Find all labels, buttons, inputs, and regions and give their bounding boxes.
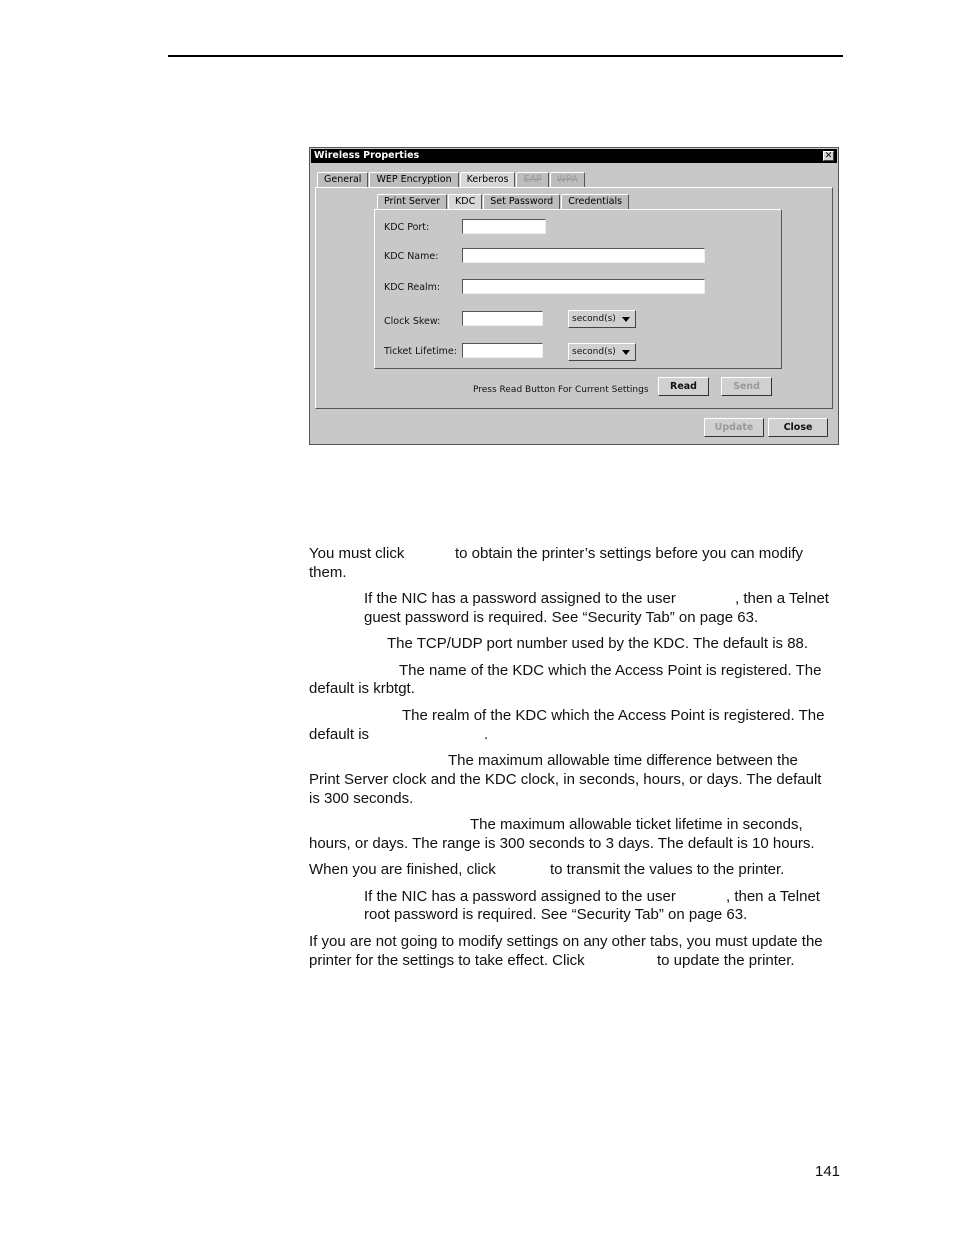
instruction-read-line1b — [455, 544, 803, 563]
tab-print-server[interactable]: Print Server — [377, 194, 447, 209]
kdc-realm-label: KDC Realm: — [384, 282, 441, 293]
header-rule — [168, 55, 843, 57]
clock-skew-unit-select[interactable] — [568, 310, 636, 328]
clock-skew-input[interactable] — [462, 311, 543, 326]
note-guest-line1a: If the NIC has a password assigned to the user — [364, 590, 676, 607]
text-fragment: You must click — [309, 545, 405, 562]
kdc-port-input[interactable] — [462, 219, 546, 234]
page-number: 141 — [815, 1163, 841, 1180]
kdc-realm-description-line2a: default is — [309, 726, 370, 743]
kdc-name-input[interactable] — [462, 248, 705, 263]
kdc-name-label: KDC Name: — [384, 251, 439, 262]
tab-kdc[interactable]: KDC — [448, 194, 482, 209]
sub-tab-row — [377, 194, 630, 209]
tab-wep-encryption[interactable]: WEP Encryption — [369, 172, 458, 187]
kdc-realm-description-line1: The realm of the KDC which the Access Point is registered. The — [402, 707, 825, 724]
dialog-title: Wireless Properties — [314, 150, 420, 161]
kdc-realm-input[interactable] — [462, 279, 705, 294]
kdc-name-description-line2: default is krbtgt. — [309, 680, 415, 697]
tab-kerberos[interactable]: Kerberos — [460, 172, 516, 187]
note-guest-line2: guest password is required. See “Security Tab” on page 63. — [364, 609, 759, 626]
read-button[interactable]: Read — [658, 377, 709, 396]
wireless-properties-dialog — [309, 147, 839, 445]
update-button[interactable]: Update — [704, 418, 764, 437]
note-root-line2: root password is required. See “Security Tab” on page 63. — [364, 906, 748, 923]
chevron-down-icon — [622, 317, 630, 322]
text-fragment: to obtain the printer’s settings before you can modify — [455, 545, 803, 562]
instruction-update-line2a: printer for the settings to take effect. Click — [309, 952, 585, 969]
instruction-read-line2: them. — [309, 564, 347, 581]
instruction-send-a: When you are finished, click — [309, 861, 496, 878]
tab-eap: EAP — [516, 172, 548, 187]
note-guest-line1b: , then a Telnet — [735, 590, 829, 607]
clock-skew-label: Clock Skew: — [384, 316, 441, 327]
instruction-update-line1: If you are not going to modify settings on any other tabs, you must update the — [309, 933, 823, 950]
send-button[interactable]: Send — [721, 377, 772, 396]
note-root-line1a: If the NIC has a password assigned to the user — [364, 888, 676, 905]
tab-credentials[interactable]: Credentials — [561, 194, 629, 209]
instruction-read-line1 — [309, 544, 404, 563]
clock-skew-unit-value: second(s) — [572, 314, 616, 324]
note-root-line1b: , then a Telnet — [726, 888, 820, 905]
main-tab-row — [317, 172, 586, 187]
ticket-lifetime-description-line2: hours, or days. The range is 300 seconds to 3 days. The default is 10 hours. — [309, 835, 815, 852]
kdc-name-description-line1: The name of the KDC which the Access Point is registered. The — [399, 662, 822, 679]
kdc-realm-description-line2b: . — [484, 726, 489, 743]
close-icon[interactable]: ✕ — [824, 151, 833, 161]
ticket-lifetime-label: Ticket Lifetime: — [384, 346, 457, 357]
dialog-titlebar — [311, 149, 837, 163]
ticket-lifetime-description-line1: The maximum allowable ticket lifetime in seconds, — [470, 816, 803, 833]
instruction-update-line2b: to update the printer. — [657, 952, 795, 969]
clock-skew-description-line3: is 300 seconds. — [309, 790, 414, 807]
tab-set-password[interactable]: Set Password — [483, 194, 560, 209]
ticket-lifetime-input[interactable] — [462, 343, 543, 358]
chevron-down-icon — [622, 350, 630, 355]
read-hint: Press Read Button For Current Settings — [473, 385, 649, 395]
clock-skew-description-line1: The maximum allowable time difference between the — [448, 752, 798, 769]
kdc-port-label: KDC Port: — [384, 222, 430, 233]
kdc-port-description: The TCP/UDP port number used by the KDC. The default is 88. — [387, 635, 809, 652]
ticket-lifetime-unit-select[interactable] — [568, 343, 636, 361]
tab-general[interactable]: General — [317, 172, 368, 187]
ticket-lifetime-unit-value: second(s) — [572, 347, 616, 357]
instruction-send-b: to transmit the values to the printer. — [550, 861, 785, 878]
clock-skew-description-line2: Print Server clock and the KDC clock, in seconds, hours, or days. The default — [309, 771, 822, 788]
close-button[interactable]: Close — [768, 418, 828, 437]
tab-wpa: WPA — [550, 172, 585, 187]
